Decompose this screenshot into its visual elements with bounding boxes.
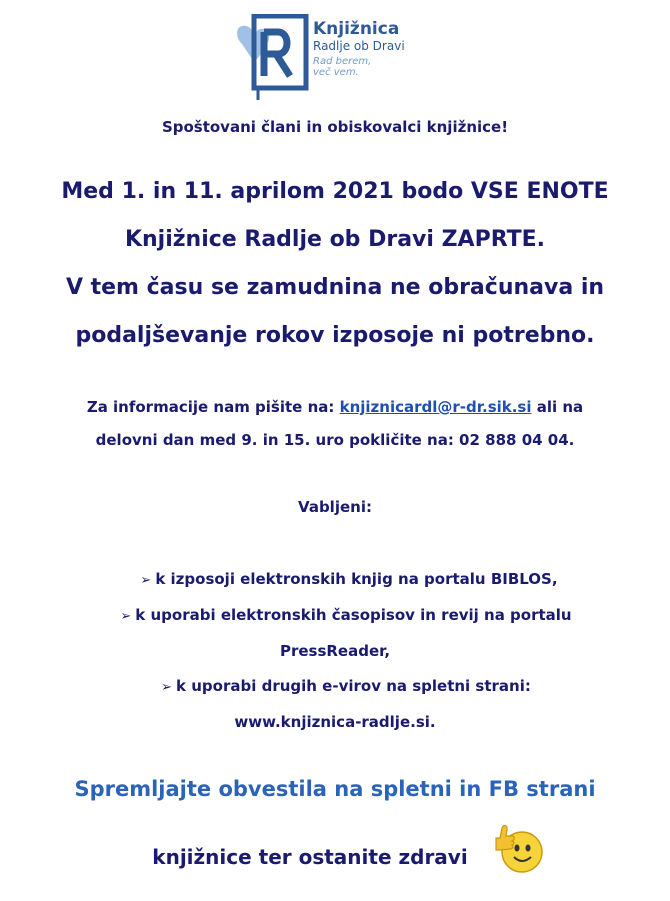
logo-subtitle: Radlje ob Dravi [313,39,405,53]
website-line [0,705,670,740]
thumbs-up-smiley-icon [490,820,546,876]
website-suffix: . [429,713,436,731]
headline-line4: podaljševanje rokov izposoje ni potrebno. [75,323,595,348]
list-item-text: k izposoji elektronskih knjig na portalu BIBLOS, [155,570,558,588]
arrowhead-bullet-icon: ➢ [120,609,132,624]
headline-line1: Med 1. in 11. aprilom 2021 bodo VSE ENOTE [61,179,609,204]
list-item [0,669,670,705]
follow-line1: Spremljajte obvestila na spletni in FB strani [74,777,596,801]
website-link[interactable]: www.knjiznica-radlje.si [234,713,430,731]
resource-list [0,562,670,740]
arrowhead-bullet-icon: ➢ [140,573,152,588]
headline-line2: Knjižnice Radlje ob Dravi ZAPRTE. [124,227,546,252]
list-item-continuation: PressReader, [279,642,391,660]
contact-middle: ali na [531,398,584,416]
headline-line3: V tem času se zamudnina ne obračunava in [65,275,605,300]
contact-line2: delovni dan med 9. in 15. uro pokličite na: 02 888 04 04. [95,431,575,449]
contact-prefix: Za informacije nam pišite na: [86,398,340,416]
contact-line1 [0,391,670,424]
arrowhead-bullet-icon: ➢ [161,680,173,695]
greeting: Spoštovani člani in obiskovalci knjižnice! [161,118,509,136]
logo-slogan-line2: več vem. [313,67,359,78]
invite-heading: Vabljeni: [298,498,372,516]
list-item-text: k uporabi drugih e-virov na spletni strani: [176,677,531,695]
contact-info [0,391,670,457]
list-item [0,598,670,634]
logo-text [313,20,405,78]
list-item [0,562,670,598]
logo-title: Knjižnica [313,19,400,39]
list-item-text: k uporabi elektronskih časopisov in revij na portalu [135,606,572,624]
email-link[interactable]: knjiznicardl@r-dr.sik.si [339,398,532,416]
follow-line2: knjižnice ter ostanite zdravi [152,845,468,869]
heart-r-icon [237,16,306,100]
logo-slogan-line1: Rad berem, [313,56,372,67]
closure-announcement [0,168,670,360]
